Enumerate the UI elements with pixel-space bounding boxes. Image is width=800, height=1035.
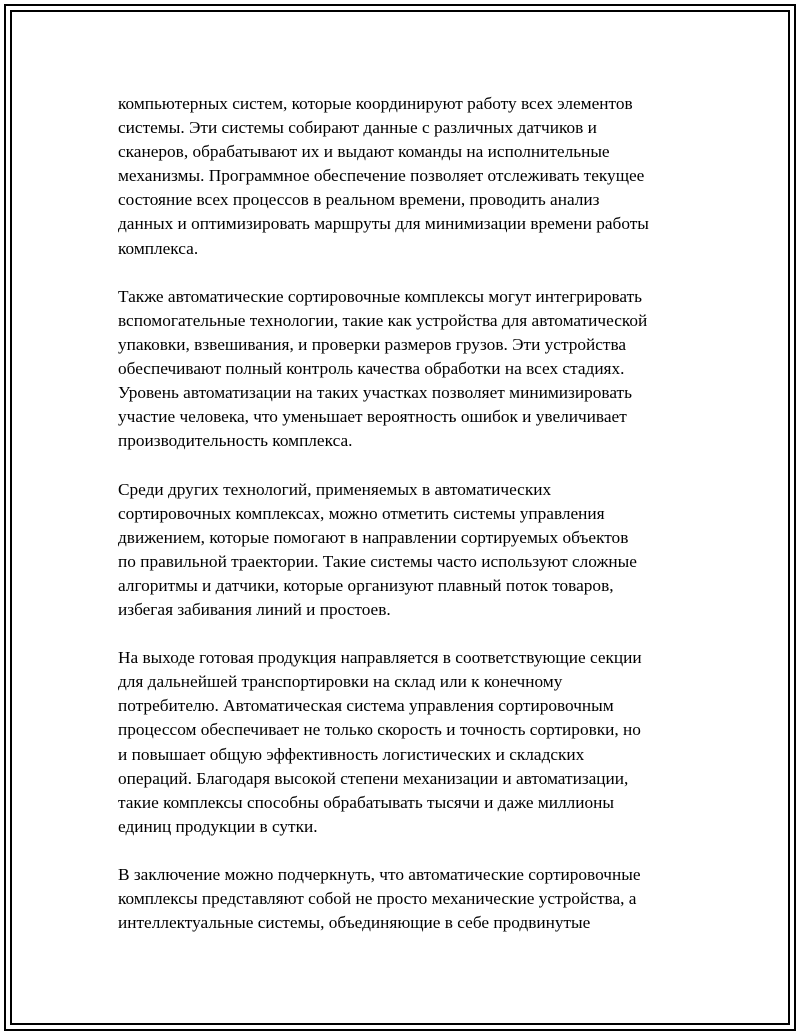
text-line: Уровень автоматизации на таких участках позволяет минимизировать — [118, 383, 632, 403]
text-line: движением, которые помогают в направлении сортируемых объектов — [118, 527, 629, 547]
text-line: потребителю. Автоматическая система управления сортировочным — [118, 696, 614, 716]
text-line: процессом обеспечивает не только скорость и точность сортировки, но — [118, 720, 641, 740]
text-line: системы. Эти системы собирают данные с различных датчиков и — [118, 118, 597, 138]
text-line: вспомогательные технологии, такие как устройства для автоматической — [118, 310, 648, 330]
paragraph-3 — [118, 478, 698, 623]
text-line: В заключение можно подчеркнуть, что автоматические сортировочные — [118, 865, 641, 884]
text-line: Также автоматические сортировочные комплексы могут интегрировать — [118, 286, 643, 306]
document-body — [118, 92, 698, 959]
text-line: Среди других технологий, применяемых в автоматических — [118, 479, 552, 499]
text-line: операций. Благодаря высокой степени механизации и автоматизации, — [118, 768, 629, 788]
paragraph-4 — [118, 646, 698, 839]
text-line: участие человека, что уменьшает вероятность ошибок и увеличивает — [118, 407, 627, 427]
text-line: компьютерных систем, которые координируют работу всех элементов — [118, 94, 633, 113]
text-line: данных и оптимизировать маршруты для минимизации времени работы — [118, 214, 649, 234]
text-line: для дальнейшей транспортировки на склад или к конечному — [118, 672, 563, 692]
text-line: и повышает общую эффективность логистических и складских — [118, 744, 585, 764]
text-line: алгоритмы и датчики, которые организуют плавный поток товаров, — [118, 575, 614, 595]
text-line: комплекса. — [118, 238, 199, 258]
text-line: интеллектуальные системы, объединяющие в себе продвинутые — [118, 913, 591, 933]
paragraph-1 — [118, 92, 698, 261]
text-line: упаковки, взвешивания, и проверки размеров грузов. Эти устройства — [118, 334, 627, 354]
text-line: избегая забивания линий и простоев. — [118, 599, 391, 619]
text-line: единиц продукции в сутки. — [118, 816, 318, 836]
text-line: На выходе готовая продукция направляется в соответствующие секции — [118, 648, 642, 668]
text-line: сортировочных комплексах, можно отметить системы управления — [118, 503, 605, 523]
text-line: обеспечивают полный контроль качества обработки на всех стадиях. — [118, 359, 625, 379]
paragraph-5 — [118, 863, 698, 935]
text-line: такие комплексы способны обрабатывать тысячи и даже миллионы — [118, 792, 614, 812]
text-line: состояние всех процессов в реальном времени, проводить анализ — [118, 190, 600, 210]
text-line: производительность комплекса. — [118, 431, 353, 451]
text-line: механизмы. Программное обеспечение позволяет отслеживать текущее — [118, 166, 645, 186]
paragraph-2 — [118, 285, 698, 454]
text-line: по правильной траектории. Такие системы часто используют сложные — [118, 551, 637, 571]
text-line: сканеров, обрабатывают их и выдают команды на исполнительные — [118, 142, 610, 162]
text-line: комплексы представляют собой не просто механические устройства, а — [118, 889, 637, 909]
